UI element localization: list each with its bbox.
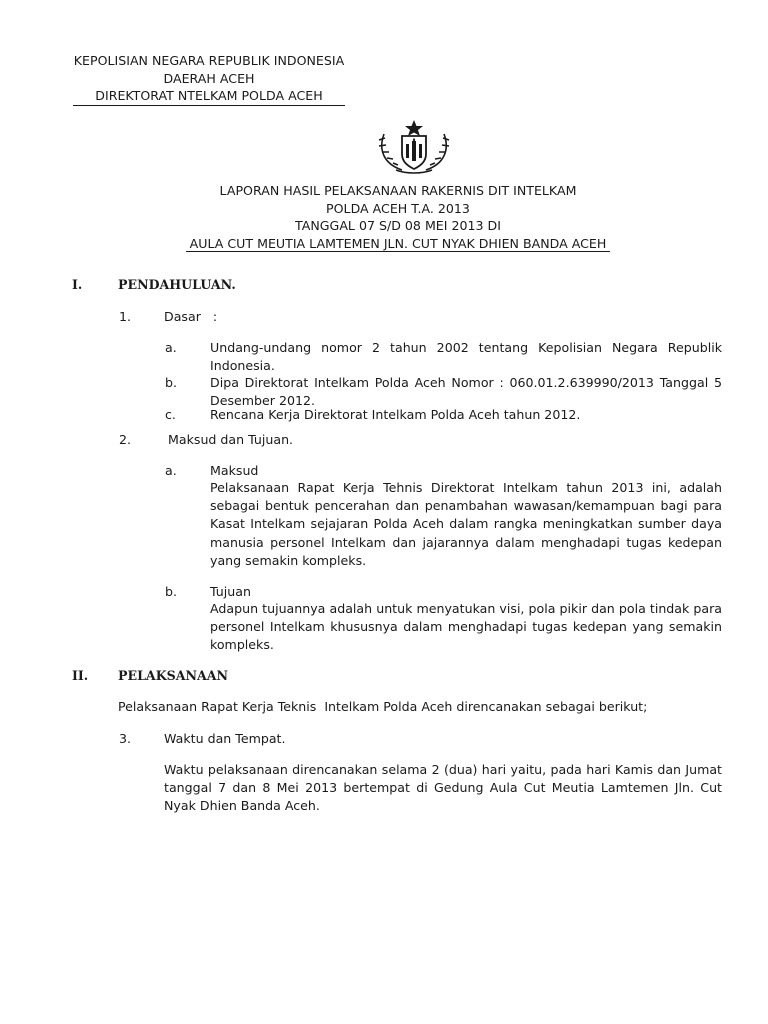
report-title-line-3: TANGGAL 07 S/D 08 MEI 2013 DI	[295, 218, 501, 233]
item-1c-text: Rencana Kerja Direktorat Intelkam Polda Aceh tahun 2012.	[210, 407, 581, 422]
letterhead-line-2: DAERAH ACEH	[163, 70, 255, 86]
police-emblem-icon	[372, 118, 456, 176]
report-title-line-2: POLDA ACEH T.A. 2013	[326, 200, 470, 216]
section-1-number: I.	[72, 277, 83, 292]
section-1-heading: PENDAHULUAN.	[118, 277, 236, 292]
item-1b-letter: b.	[165, 375, 177, 390]
item-3-label: Waktu dan Tempat.	[164, 731, 286, 746]
item-2b-text: Adapun tujuannya adalah untuk menyatukan visi, pola pikir dan pola tindak para personel Intelkam khususnya dalam menghadapi tugas kedepan yang semakin kompleks.	[210, 601, 722, 653]
item-2b-letter: b.	[165, 584, 177, 599]
item-1a-text: Undang-undang nomor 2 tahun 2002 tentang Kepolisian Negara Republik Indonesia.	[210, 340, 722, 373]
section-2-number: II.	[72, 668, 89, 683]
item-2a-title: Maksud	[210, 463, 259, 478]
letterhead-line-3: DIREKTORAT NTELKAM POLDA ACEH	[73, 87, 344, 106]
item-3-text: Waktu pelaksanaan direncanakan selama 2 (dua) hari yaitu, pada hari Kamis dan Jumat tanggal 7 dan 8 Mei 2013 bertempat di Gedung Aula Cut Meutia Lamtemen Jln. Cut Nyak Dhien Banda Aceh.	[164, 762, 722, 814]
item-1-label: Dasar :	[164, 309, 218, 324]
report-title-line-1: LAPORAN HASIL PELAKSANAAN RAKERNIS DIT INTELKAM	[219, 183, 577, 198]
section-2-heading: PELAKSANAAN	[118, 668, 229, 683]
report-title	[100, 182, 696, 252]
item-2a-letter: a.	[165, 463, 177, 478]
item-2a-text: Pelaksanaan Rapat Kerja Tehnis Direktorat Intelkam tahun 2013 ini, adalah sebagai bentuk pencerahan dan penambahan wawasan/kemampuan bagi para Kasat Intelkam sejajaran Polda Aceh dalam rangka meningkatkan sumber daya manusia personel Intelkam dan jajarannya dalam menghadapi tugas kedepan yang semakin kompleks.	[210, 480, 722, 568]
item-2b-title: Tujuan	[210, 584, 251, 599]
item-1c-letter: c.	[165, 407, 176, 422]
report-title-line-4: AULA CUT MEUTIA LAMTEMEN JLN. CUT NYAK DHIEN BANDA ACEH	[100, 235, 696, 253]
letterhead-line-1: KEPOLISIAN NEGARA REPUBLIK INDONESIA	[73, 53, 345, 68]
item-1a-letter: a.	[165, 340, 177, 355]
item-3-number: 3.	[119, 731, 132, 746]
item-2-label: Maksud dan Tujuan.	[164, 432, 294, 447]
section-2-intro: Pelaksanaan Rapat Kerja Teknis Intelkam Polda Aceh direncanakan sebagai berikut;	[118, 699, 648, 714]
item-1-number: 1.	[119, 309, 132, 324]
item-1b-text: Dipa Direktorat Intelkam Polda Aceh Nomor : 060.01.2.639990/2013 Tanggal 5 Desember 2012.	[210, 375, 722, 408]
letterhead	[62, 52, 356, 106]
item-2-number: 2.	[119, 432, 132, 447]
